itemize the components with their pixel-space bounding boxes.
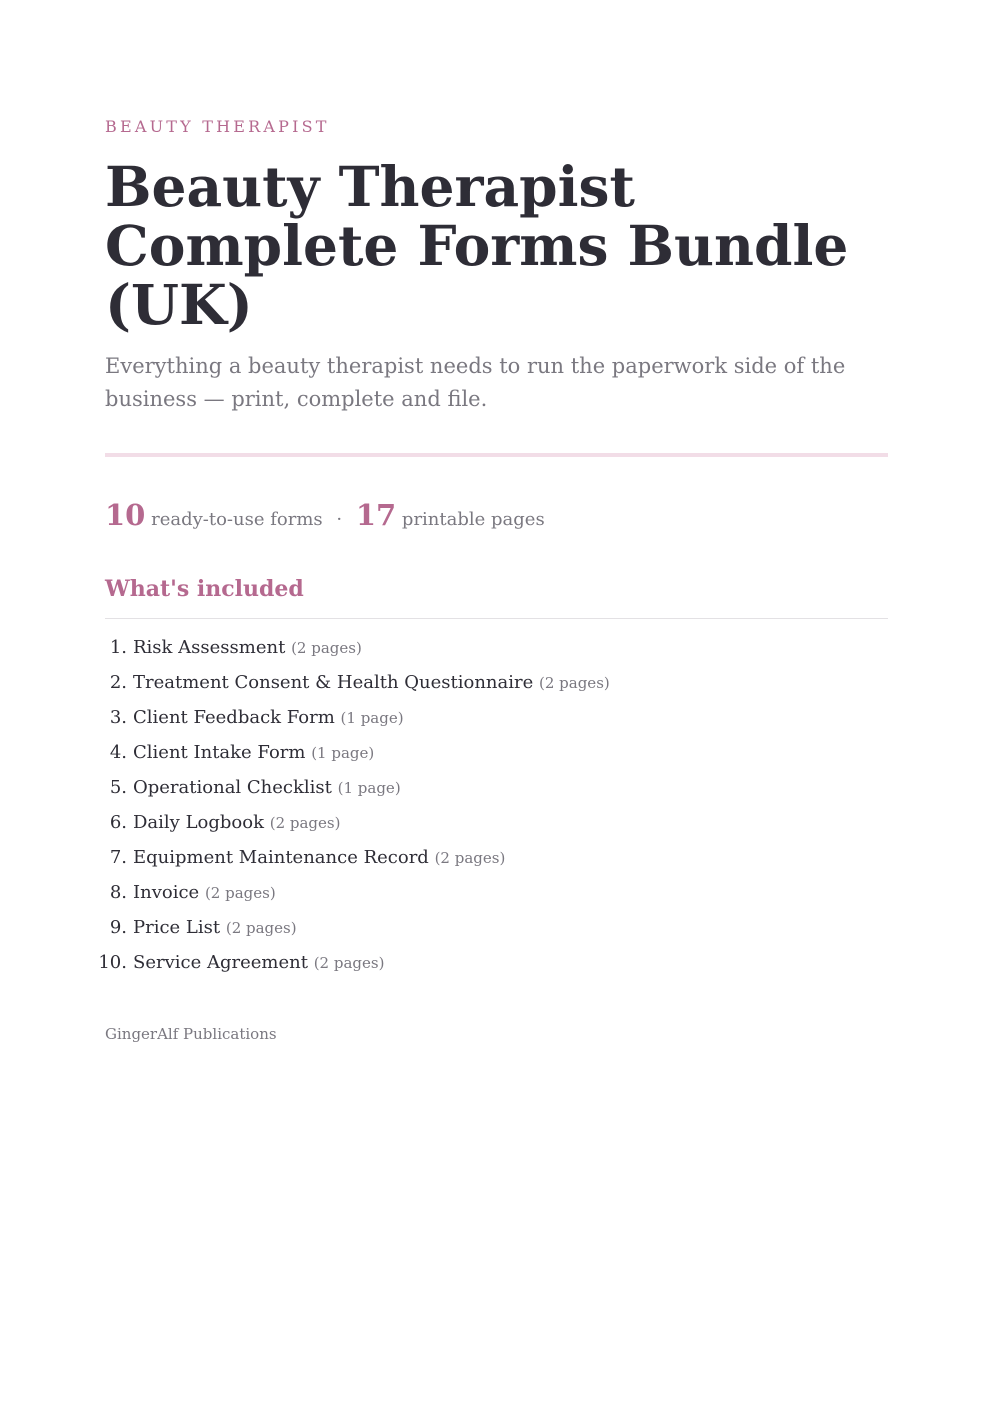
- page-subtitle: Everything a beauty therapist needs to run the paperwork side of the business — print, complete and file.: [105, 354, 846, 411]
- list-item: [105, 772, 610, 807]
- list-item: [105, 877, 610, 912]
- list-item-number: 6.: [109, 812, 127, 833]
- list-item: [105, 912, 610, 947]
- bundle-stats: [105, 498, 545, 532]
- list-item-number: 2.: [109, 672, 127, 693]
- list-item: [98, 947, 610, 982]
- list-item-name: Treatment Consent & Health Questionnaire: [133, 672, 534, 693]
- list-item-pages: (2 pages): [269, 814, 341, 832]
- publisher-footer: GingerAlf Publications: [105, 1025, 277, 1043]
- list-item-name: Daily Logbook: [133, 812, 264, 833]
- stats-separator: ·: [336, 509, 343, 530]
- list-item-name: Service Agreement: [133, 952, 308, 973]
- list-item-number: 3.: [109, 707, 127, 728]
- section-title-whats-included: What's included: [105, 576, 304, 602]
- list-item-number: 9.: [109, 917, 127, 938]
- list-item: [105, 667, 610, 702]
- list-item: [105, 702, 610, 737]
- header-divider: [105, 453, 888, 457]
- forms-list: [98, 632, 610, 982]
- list-item: [105, 807, 610, 842]
- list-item-name: Equipment Maintenance Record: [133, 847, 429, 868]
- list-item-number: 4.: [109, 742, 127, 763]
- list-item-pages: (2 pages): [225, 919, 297, 937]
- list-item: [105, 632, 610, 667]
- list-item-number: 7.: [109, 847, 127, 868]
- list-item-name: Price List: [133, 917, 221, 938]
- pages-count: 17: [355, 498, 397, 532]
- list-item-name: Invoice: [133, 882, 200, 903]
- list-item-number: 8.: [109, 882, 127, 903]
- list-item-pages: (2 pages): [313, 954, 385, 972]
- list-item-pages: (1 page): [311, 744, 375, 762]
- section-divider: [105, 618, 888, 619]
- list-item-pages: (1 page): [340, 709, 404, 727]
- forms-count-label: ready-to-use forms: [151, 509, 323, 530]
- category-eyebrow: BEAUTY THERAPIST: [105, 117, 330, 136]
- list-item-pages: (1 page): [337, 779, 401, 797]
- list-item: [105, 842, 610, 877]
- list-item-pages: (2 pages): [434, 849, 506, 867]
- list-item-pages: (2 pages): [204, 884, 276, 902]
- list-item-pages: (2 pages): [539, 674, 610, 692]
- list-item: [105, 737, 610, 772]
- list-item-name: Client Feedback Form: [133, 707, 335, 728]
- forms-count: 10: [105, 498, 146, 532]
- list-item-number: 5.: [109, 777, 127, 798]
- list-item-name: Operational Checklist: [133, 777, 332, 798]
- list-item-number: 1.: [109, 637, 127, 658]
- list-item-name: Risk Assessment: [133, 637, 286, 658]
- list-item-name: Client Intake Form: [133, 742, 306, 763]
- page-title: Beauty Therapist Complete Forms Bundle (UK): [105, 154, 849, 337]
- list-item-pages: (2 pages): [291, 639, 362, 657]
- list-item-number: 10.: [98, 952, 127, 973]
- pages-count-label: printable pages: [401, 509, 545, 530]
